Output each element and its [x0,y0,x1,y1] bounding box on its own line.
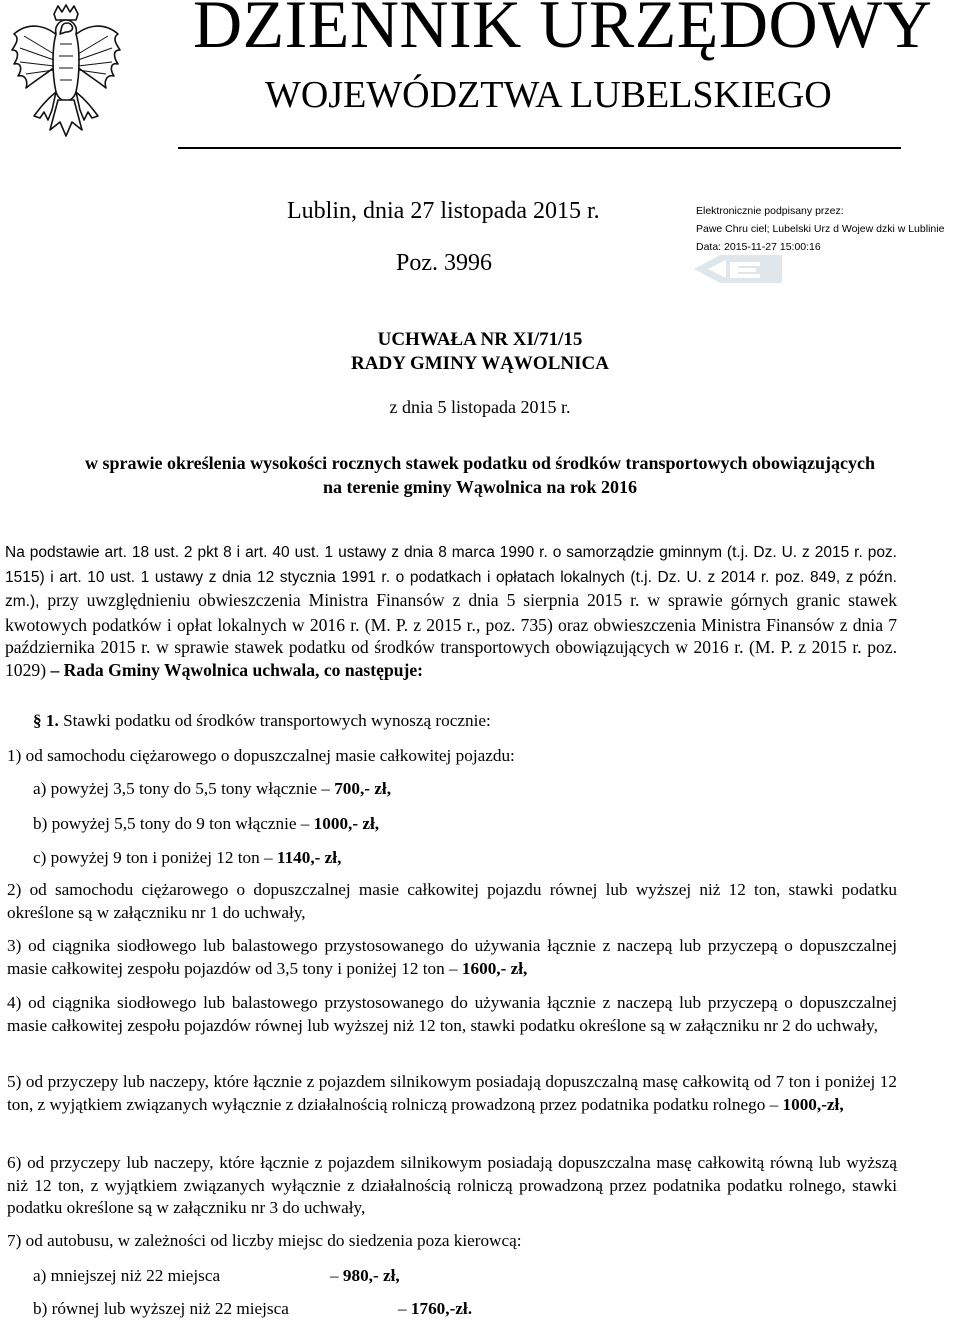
item-label: 2) [7,880,22,899]
subitem [33,1265,220,1287]
item-text: od przyczepy lub naczepy, które łącznie z pojazdem silnikowym posiadają dopuszczalna masę całkowitą równą lub wyższą niż 12 ton, z wyjątkiem związanych wyłącznie z działalnością rolniczą prowadzoną przez podatnika podatku rolnego, stawki podatku określone są w załączniku nr 3 do uchwały, [7,1153,897,1217]
item-label: 3) [7,936,22,955]
preamble-legal-basis: Na podstawie art. 18 ust. 2 pkt 8 i art. 40 ust. 1 ustawy z dnia 8 marca 1990 r. o samorządzie gminnym (t.j. Dz. U. z 2015 r. poz. 1515) i art. 10 ust. 1 ustawy z dnia 12 stycznia 1991 r. o podatkach i opłatach lokalnych (t.j. Dz. U. z 2014 r. poz. 849, z późn. zm.), [5,544,897,610]
electronic-signature [690,200,960,290]
item-text: od ciągnika siodłowego lub balastowego przystosowanego do używania łącznie z naczepą lub przyczepą o dopuszczalnej masie całkowitej zespołu pojazdów równej lub wyższej niż 12 ton, stawki podatku określone są w załączniku nr 2 do uchwały, [7,993,898,1035]
item-text: od autobusu, w zależności od liczby miejsc do siedzenia poza kierowcą: [25,1231,522,1250]
list-item [7,879,897,924]
item-label: 5) [7,1072,22,1091]
preamble-notices: przy uwzględnieniu obwieszczenia Ministra Finansów z dnia 5 sierpnia 2015 r. w sprawie górnych granic stawek kwotowych podatków i opłat lokalnych w 2016 r. (M. P. z 2015 r., poz. 735) oraz obwieszczenia Ministra Finansów z dnia 7 października 2015 r. w sprawie stawek podatku od środków transportowych obowiązujących w 2016 r. (M. P. z 2015 r. poz. 1029) [5,590,897,680]
subitem [33,813,379,835]
subitem [33,847,341,869]
subitem-rate [398,1298,472,1320]
subitem-amount: 700,- zł, [334,779,391,798]
subitem-text: b) powyżej 5,5 tony do 9 ton włącznie – [33,814,314,833]
resolution-council: RADY GMINY WĄWOLNICA [351,353,609,374]
item-label: 1) [7,746,22,765]
item-text: od samochodu ciężarowego o dopuszczalnej masie całkowitej pojazdu równej lub wyższej niż 12 ton, stawki podatku określone są w załączniku nr 1 do uchwały, [7,880,898,922]
signature-date: Data: 2015-11-27 15:00:16 [696,241,821,253]
item-amount: 1000,-zł, [782,1094,844,1114]
subitem-text: a) mniejszej niż 22 miejsca [33,1266,221,1285]
resolution-title [0,328,960,376]
header-divider [178,147,901,149]
list-item [7,1071,897,1116]
signature-line-1: Elektronicznie podpisany przez: [696,205,844,217]
item-label: 6) [7,1153,22,1172]
resolution-number: UCHWAŁA NR XI/71/15 [377,329,583,350]
preamble-enactment: – Rada Gminy Wąwolnica uchwala, co następuje: [50,659,424,680]
item-amount: 1600,- zł, [461,958,528,978]
subitem-text: b) równej lub wyższej niż 22 miejsca [33,1299,289,1318]
item-text: od ciągnika siodłowego lub balastowego przystosowanego do używania łącznie z naczepą lub przyczepą o dopuszczalnej masie całkowitej zespołu pojazdów od 3,5 tony i poniżej 12 ton – [7,936,898,978]
list-item [7,1152,897,1220]
section-text: Stawki podatku od środków transportowych wynoszą rocznie: [58,711,491,730]
subitem-text: a) powyżej 3,5 tony do 5,5 tony włącznie – [33,779,335,798]
journal-title: DZIENNIK URZĘDOWY [193,0,933,62]
journal-subtitle: WOJEWÓDZTWA LUBELSKIEGO [265,74,832,116]
subject-line-1: w sprawie określenia wysokości rocznych stawek podatku od środków transportowych obowiązujących [84,453,876,473]
section-1 [33,710,491,732]
list-item [7,992,897,1037]
item-label: 4) [7,993,22,1012]
resolution-subject [0,451,960,499]
eagle-emblem-icon [10,4,122,154]
item-text: od przyczepy lub naczepy, które łącznie z pojazdem silnikowym posiadają dopuszczalną masę całkowitą od 7 ton i poniżej 12 ton, z wyjątkiem związanych wyłącznie z działalnością rolniczą prowadzoną przez podatnika podatku rolnego – [7,1072,897,1114]
subitem [33,1298,289,1320]
subitem-amount: 1000,- zł, [313,814,380,833]
subject-line-2: na terenie gminy Wąwolnica na rok 2016 [322,477,637,497]
resolution-date: z dnia 5 listopada 2015 r. [389,397,571,417]
publication-date: Lublin, dnia 27 listopada 2015 r. [287,198,600,224]
subitem-dash: – [398,1299,407,1318]
subitem-rate [330,1265,400,1287]
subitem-amount: 980,- zł, [342,1266,400,1285]
subitem-dash: – [330,1266,339,1285]
section-number: § 1. [33,711,59,730]
preamble [5,540,897,681]
subitem-amount: 1760,-zł. [410,1299,472,1318]
subitem-amount: 1140,- zł, [276,848,342,867]
item-text: od samochodu ciężarowego o dopuszczalnej masie całkowitej pojazdu: [25,746,515,765]
subitem-text: c) powyżej 9 ton i poniżej 12 ton – [33,848,277,867]
signature-logo-icon [690,252,786,286]
position-number: Poz. 3996 [396,250,492,276]
list-item [7,1230,897,1253]
signature-line-2: Pawe Chru ciel; Lubelski Urz d Wojew dzki w Lublinie [696,223,945,235]
list-item [7,745,897,768]
list-item [7,935,897,980]
subitem [33,778,391,800]
item-label: 7) [7,1231,22,1250]
